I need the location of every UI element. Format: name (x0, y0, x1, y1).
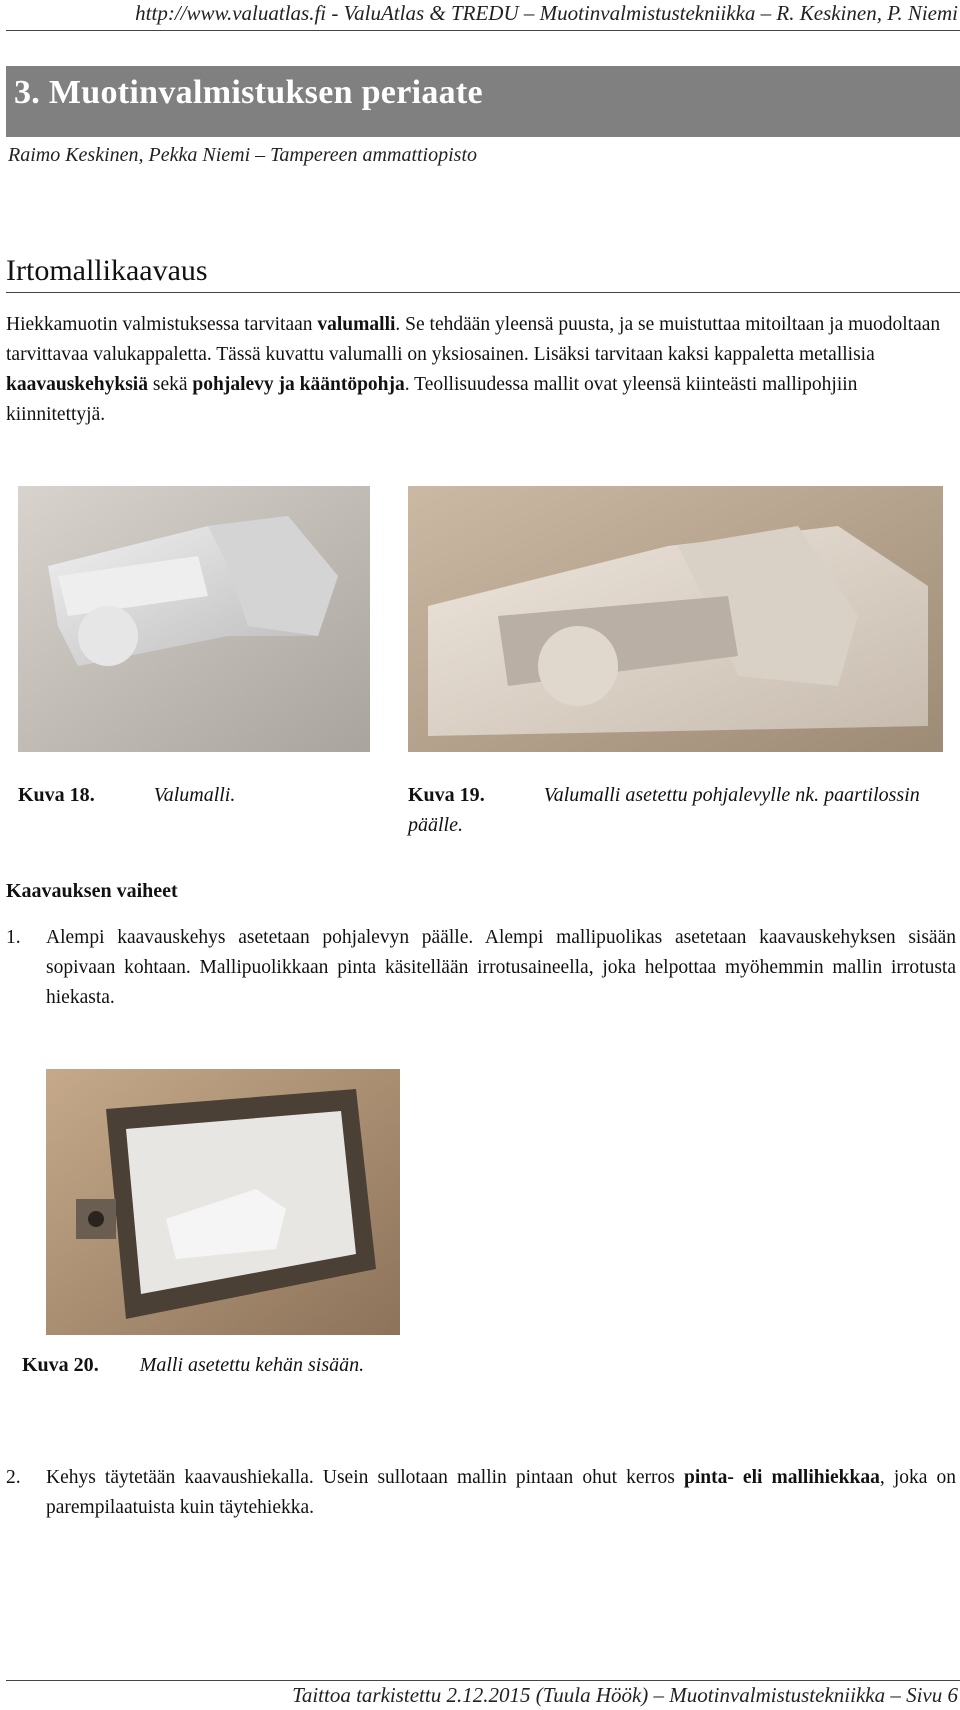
caption-fig-19: Kuva 19. Valumalli asetettu pohjalevylle nk. paartilossin päälle. (408, 784, 920, 836)
caption-fig-18-number: Kuva 18 (18, 784, 90, 806)
list-item-text: Kehys täytetään kaavaushiekalla. Usein sullotaan mallin pintaan ohut kerros pinta- eli mallihiekkaa, joka on parempilaatuista kuin täytehiekka. (46, 1467, 956, 1518)
caption-fig-20-number: Kuva 20 (22, 1354, 94, 1376)
header-divider (6, 30, 960, 31)
list-item (6, 923, 956, 1013)
photo-pattern-on-board (408, 486, 943, 752)
list-item (6, 1463, 956, 1523)
caption-fig-19-number: Kuva 19 (408, 784, 480, 806)
photo-pattern-graphic (18, 486, 370, 752)
steps-heading: Kaavauksen vaiheet (6, 880, 178, 902)
chapter-authors: Raimo Keskinen, Pekka Niemi – Tampereen ammattiopisto (8, 144, 478, 166)
list-item-number: 2. (6, 1467, 21, 1488)
photo-pattern (18, 486, 370, 752)
chapter-title: 3. Muotinvalmistuksen periaate (14, 74, 483, 111)
photo-pattern-on-board-graphic (408, 486, 943, 752)
footer-divider (6, 1680, 960, 1681)
running-header: http://www.valuatlas.fi - ValuAtlas & TREDU – Muotinvalmistustekniikka – R. Keskinen, P. Niemi (135, 1, 958, 25)
list-item-text: Alempi kaavauskehys asetetaan pohjalevyn päälle. Alempi mallipuolikas asetetaan kaavauskehyksen sisään sopivaan kohtaan. Mallipuolikkaan pinta käsitellään irrotusaineella, joka helpottaa myöhemmin mallin irrotusta hiekasta. (46, 927, 956, 1008)
section-divider (6, 292, 960, 293)
caption-fig-19-text: Valumalli asetettu pohjalevylle nk. paartilossin päälle. (408, 784, 920, 836)
photo-pattern-in-frame (46, 1069, 400, 1335)
list-item-number: 1. (6, 927, 21, 948)
photo-pattern-in-frame-graphic (46, 1069, 400, 1335)
running-footer: Taittoa tarkistettu 2.12.2015 (Tuula Höök) – Muotinvalmistustekniikka – Sivu 6 (292, 1683, 958, 1707)
intro-paragraph: Hiekkamuotin valmistuksessa tarvitaan valumalli. Se tehdään yleensä puusta, ja se muistuttaa mitoiltaan ja muodoltaan tarvittavaa valukappaletta. Tässä kuvattu valumalli on yksiosainen. Lisäksi tarvitaan kaksi kappaletta metallisia kaavauskehyksiä sekä pohjalevy ja kääntöpohja. Teollisuudessa mallit ovat yleensä kiinteästi mallipohjiin kiinnitettyjä. (6, 314, 941, 425)
section-title: Irtomallikaavaus (6, 254, 208, 287)
caption-fig-20: Kuva 20. Malli asetettu kehän sisään. (22, 1354, 365, 1376)
caption-fig-18-text: Valumalli. (153, 784, 236, 806)
caption-fig-18: Kuva 18. Valumalli. (18, 784, 236, 806)
caption-fig-20-text: Malli asetettu kehän sisään. (139, 1354, 365, 1376)
